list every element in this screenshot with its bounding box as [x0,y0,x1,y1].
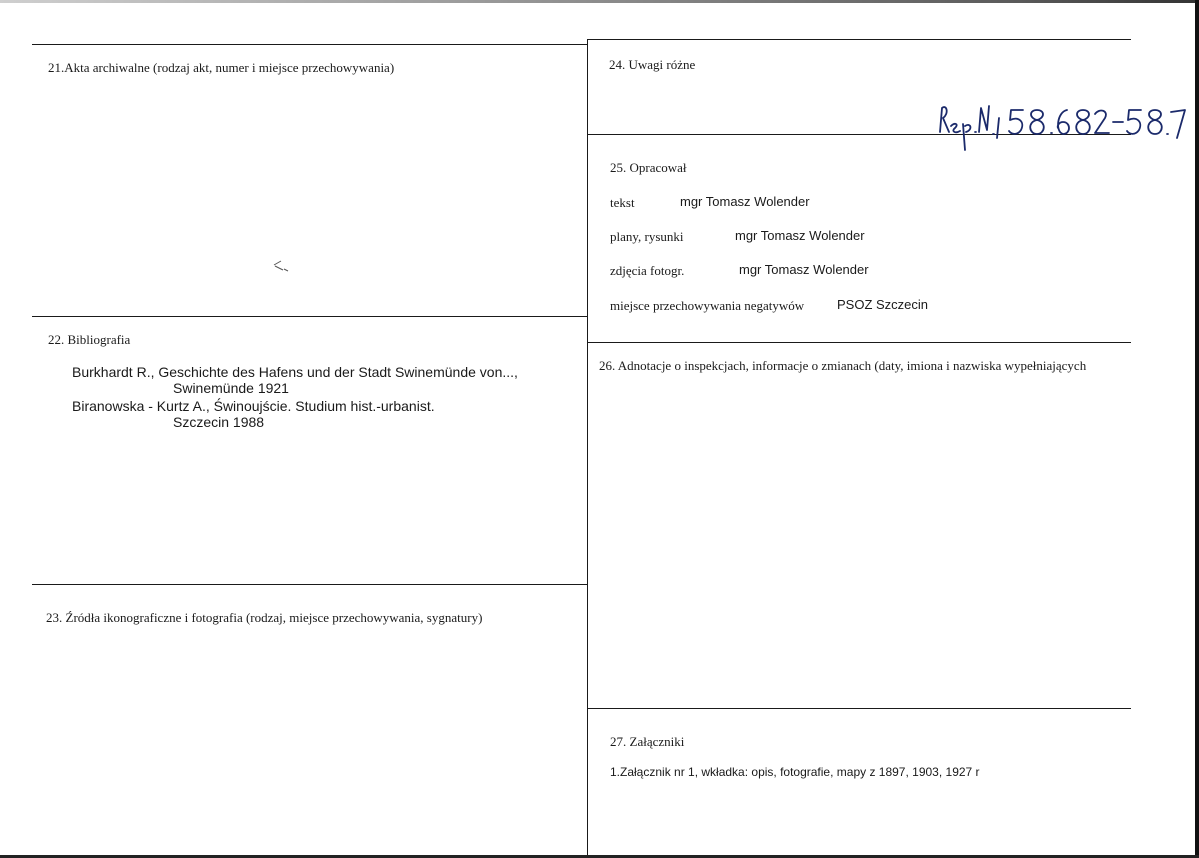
bibliography-entry-2-line-1: Biranowska - Kurtz A., Świnoujście. Studium hist.-urbanist. [72,398,435,414]
author-row-label-plans: plany, rysunki [610,229,684,244]
divider-22-23 [32,584,587,585]
divider-21-22 [32,316,587,317]
column-divider [587,39,588,855]
divider-26-27 [587,708,1131,709]
section-21-heading: 21.Akta archiwalne (rodzaj akt, numer i miejsce przechowywania) [48,60,395,75]
bibliography-entry-1-line-2: Swinemünde 1921 [173,380,289,396]
attachment-item: 1.Załącznik nr 1, wkładka: opis, fotografie, mapy z 1897, 1903, 1927 r [610,765,980,779]
author-row-value-negatives: PSOZ Szczecin [837,297,929,312]
bibliography-entry-1-line-1: Burkhardt R., Geschichte des Hafens und der Stadt Swinemünde von..., [72,364,518,380]
section-22-heading: 22. Bibliografia [48,332,131,347]
section-24-heading: 24. Uwagi różne [609,57,696,72]
author-row-value-text: mgr Tomasz Wolender [680,194,810,209]
author-row-value-plans: mgr Tomasz Wolender [735,228,865,243]
section-26-heading: 26. Adnotacje o inspekcjach, informacje o zmianach (daty, imiona i nazwiska wypełniających [599,358,1087,373]
author-row-value-photos: mgr Tomasz Wolender [739,262,869,277]
bibliography-entry-2-line-2: Szczecin 1988 [173,414,265,430]
speck-mark-icon [272,259,290,273]
author-row-label-text: tekst [610,195,635,210]
handwritten-reference-number [935,98,1189,156]
section-25-heading: 25. Opracował [610,160,687,175]
scan-top-edge [0,0,1199,3]
scan-right-edge [1195,0,1199,858]
author-row-label-negatives: miejsce przechowywania negatywów [610,298,805,313]
divider-25-26 [587,342,1131,343]
divider-top-left [32,44,587,45]
section-27-heading: 27. Załączniki [610,734,685,749]
author-row-label-photos: zdjęcia fotogr. [610,263,685,278]
divider-top-right [587,39,1131,40]
section-23-heading: 23. Źródła ikonograficzne i fotografia (rodzaj, miejsce przechowywania, sygnatury) [46,610,483,625]
